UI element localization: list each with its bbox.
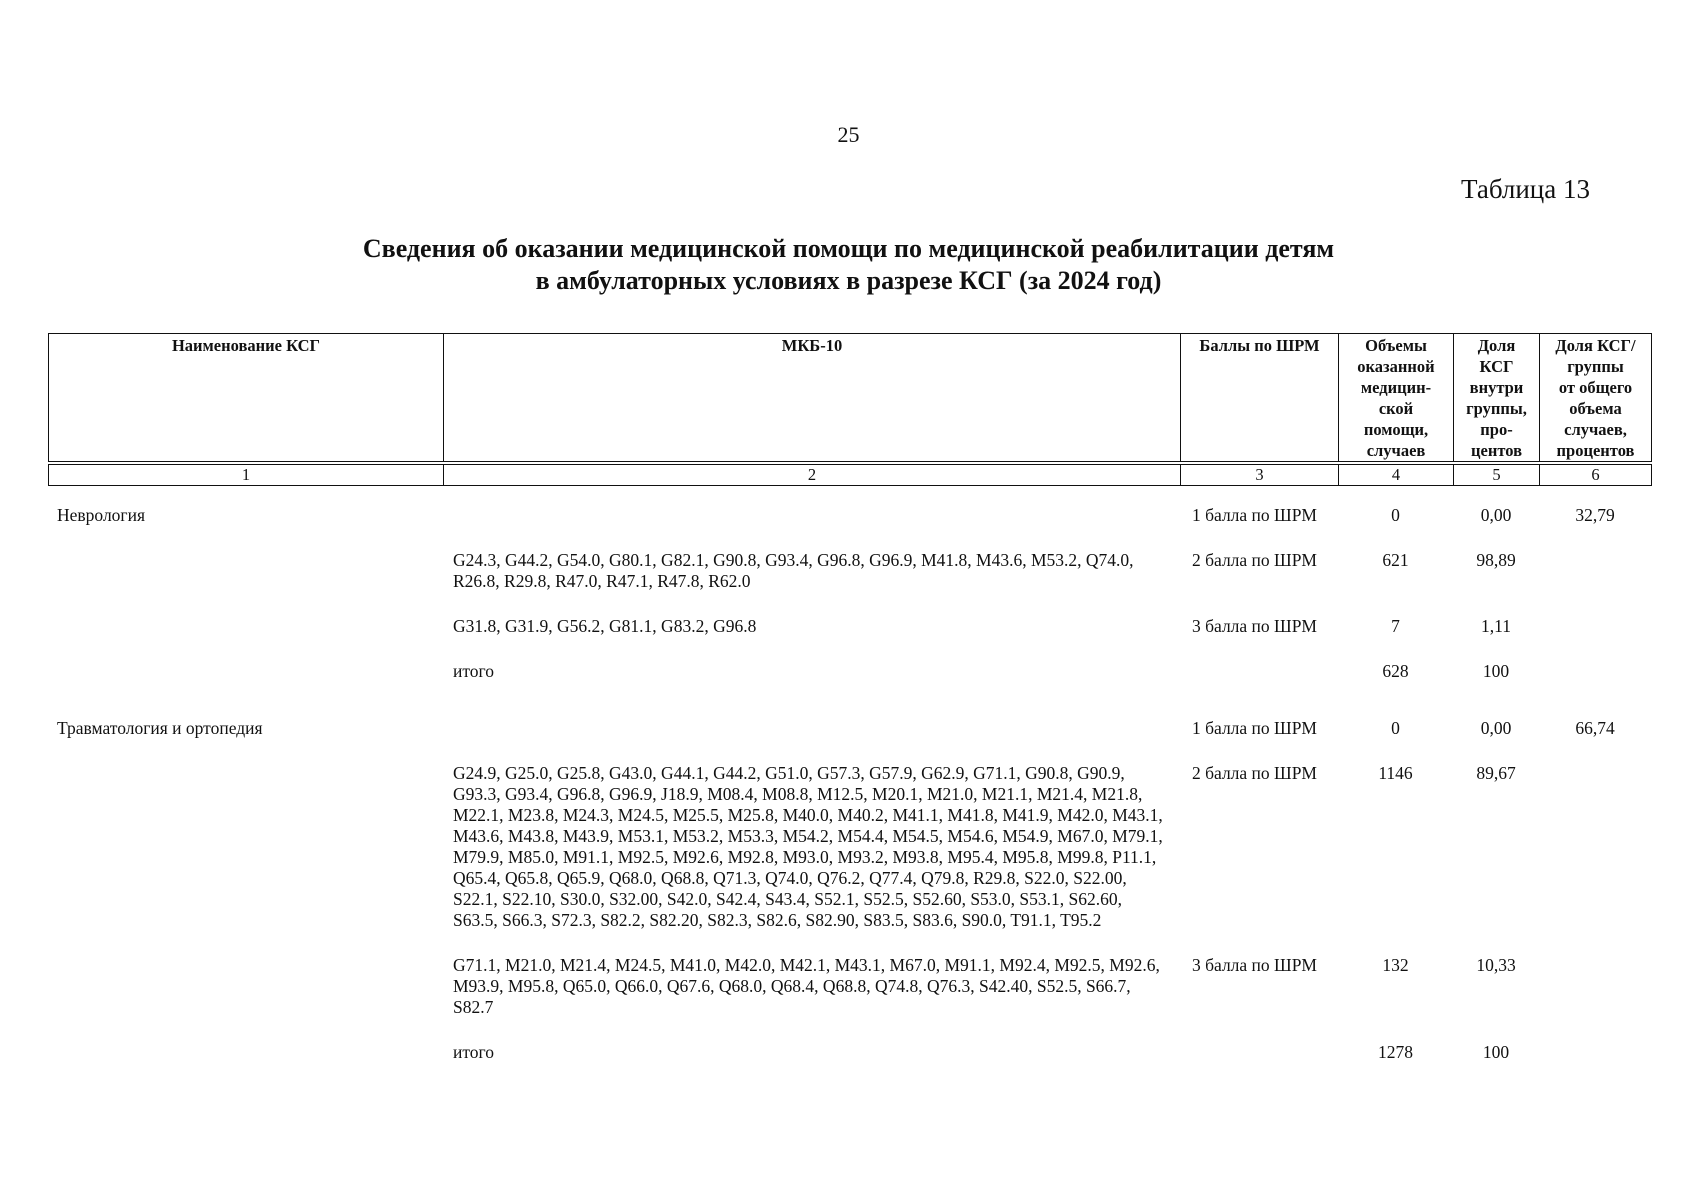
share-in-group: 89,67 (1476, 763, 1516, 783)
header-volume: Объемы оказанной медицин- ской помощи, случаев (1339, 334, 1454, 462)
document-title (0, 233, 1697, 297)
column-number: 3 (1181, 465, 1339, 486)
table-row (48, 616, 1651, 637)
volume: 7 (1391, 616, 1400, 636)
total-volume: 1278 (1378, 1042, 1413, 1062)
mkb-codes: G24.3, G44.2, G54.0, G80.1, G82.1, G90.8, G93.4, G96.8, G96.9, M41.8, M43.6, M53.2, Q74.0, R26.8, R29.8, R47.0, R47.1, R47.8, R62.0 (453, 550, 1134, 591)
share-in-group: 98,89 (1476, 550, 1516, 570)
total-row (48, 1042, 1651, 1063)
mkb-codes (443, 505, 1180, 526)
column-number: 2 (444, 465, 1181, 486)
header-share-of-total: Доля КСГ/ группы от общего объема случаев, процентов (1540, 334, 1652, 462)
header-share-in-group: Доля КСГ внутри группы, про- центов (1454, 334, 1540, 462)
shrm-points: 1 балла по ШРМ (1192, 505, 1317, 525)
table-header (48, 333, 1652, 486)
shrm-points: 2 балла по ШРМ (1192, 550, 1317, 570)
volume: 132 (1382, 955, 1409, 975)
volume: 1146 (1378, 763, 1413, 783)
page-number: 25 (837, 122, 860, 147)
table-row (48, 955, 1651, 1018)
table-label: Таблица 13 (1461, 174, 1590, 204)
shrm-points: 3 балла по ШРМ (1192, 955, 1317, 975)
total-label: итого (453, 661, 495, 681)
column-number: 4 (1339, 465, 1454, 486)
title-line-1: Сведения об оказании медицинской помощи по медицинской реабилитации детям (362, 234, 1335, 263)
share-in-group: 0,00 (1480, 718, 1512, 738)
header-ksg-name: Наименование КСГ (49, 334, 444, 462)
mkb-codes: G71.1, M21.0, M21.4, M24.5, M41.0, M42.0, M42.1, M43.1, M67.0, M91.1, M92.4, M92.5, M92.6, M93.9, M95.8, Q65.0, Q66.0, Q67.6, Q68.0, Q68.4, Q68.8, Q74.8, Q76.3, S42.40, S52.5, S66.7, S82.7 (453, 955, 1160, 1017)
share-in-group: 10,33 (1476, 955, 1516, 975)
table-row (48, 550, 1651, 592)
share-in-group: 1,11 (1481, 616, 1511, 636)
share-of-total: 66,74 (1575, 718, 1615, 738)
table-row (48, 763, 1651, 931)
mkb-codes (443, 718, 1180, 739)
table-body (48, 505, 1651, 1063)
header-shrm-points: Баллы по ШРМ (1181, 334, 1339, 462)
ksg-name: Травматология и ортопедия (57, 718, 263, 738)
header-mkb10: МКБ-10 (444, 334, 1181, 462)
ksg-name: Неврология (57, 505, 146, 525)
column-number: 1 (49, 465, 444, 486)
column-number: 6 (1540, 465, 1652, 486)
column-number: 5 (1454, 465, 1540, 486)
mkb-codes: G31.8, G31.9, G56.2, G81.1, G83.2, G96.8 (453, 616, 757, 636)
total-label: итого (453, 1042, 495, 1062)
mkb-codes: G24.9, G25.0, G25.8, G43.0, G44.1, G44.2, G51.0, G57.3, G57.9, G62.9, G71.1, G90.8, G90.9, G93.3, G93.4, G96.8, G96.9, J18.9, M08.4, M08.8, M12.5, M20.1, M21.0, M21.1, M21.4, M21.8, M22.1, M23.8, M24.3, M24.5, M25.5, M25.8, M40.0, M40.2, M41.1, M41.8, M41.9, M42.0, M43.1, M43.6, M43.8, M43.9, M53.1, M53.2, M53.3, M54.2, M54.4, M54.5, M54.6, M54.9, M67.0, M79.1, M79.9, M85.0, M91.1, M92.5, M92.6, M92.8, M93.0, M93.2, M93.8, M95.4, M95.8, M99.8, P11.1, Q65.4, Q65.8, Q65.9, Q68.0, Q68.8, Q71.3, Q74.0, Q76.2, Q77.4, Q79.8, R29.8, S22.0, S22.00, S22.1, S22.10, S30.0, S32.00, S42.0, S42.4, S43.4, S52.1, S52.5, S52.60, S53.0, S53.1, S62.60, S63.5, S66.3, S72.3, S82.2, S82.20, S82.3, S82.6, S82.90, S83.5, S83.6, S90.0, T91.1, T95.2 (453, 763, 1163, 930)
table-row (48, 718, 1651, 739)
shrm-points: 2 балла по ШРМ (1192, 763, 1317, 783)
volume: 0 (1391, 718, 1400, 738)
shrm-points: 1 балла по ШРМ (1192, 718, 1317, 738)
total-share: 100 (1482, 1042, 1510, 1062)
column-numbers-row (49, 465, 1652, 486)
share-of-total: 32,79 (1575, 505, 1615, 525)
total-share: 100 (1482, 661, 1510, 681)
share-in-group: 0,00 (1480, 505, 1512, 525)
total-volume: 628 (1382, 661, 1409, 681)
table-row (48, 505, 1651, 526)
shrm-points: 3 балла по ШРМ (1192, 616, 1317, 636)
volume: 621 (1382, 550, 1409, 570)
header-row (49, 334, 1652, 462)
title-line-2: в амбулаторных условиях в разрезе КСГ (за 2024 год) (535, 266, 1162, 295)
total-row (48, 661, 1651, 682)
volume: 0 (1391, 505, 1400, 525)
